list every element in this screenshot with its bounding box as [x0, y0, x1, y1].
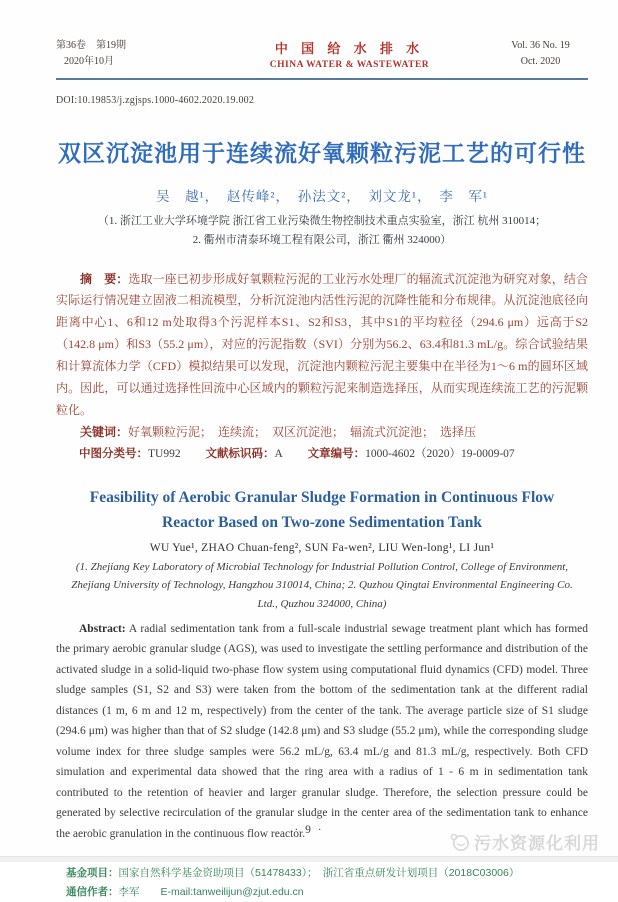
article-id-label: 文章编号：	[307, 448, 366, 461]
corresponding-label: 通信作者：	[66, 886, 119, 899]
watermark-text: 污水资源化利用	[474, 834, 600, 853]
abstract-text-en: A radial sedimentation tank from a full-scale industrial sewage treatment plant which has formed the primary aerobic granular sludge (AGS), was used to investigate the settling performance and distribution of the activated sludge in a solid-liquid two-phase flow system using computational fluid dynamics (CFD) model. Three sludge samples (S1, S2 and S3) were taken from the bottom of the sedimentation tank at the different radial distances (1 m, 6 m and 12 m, respectively) from the center of the tank. The average particle size of S1 sludge (294.6 μm) was higher than that of S2 sludge (142.8 μm) and S3 sludge (55.2 μm), while the corresponding sludge volume index for three sludge samples were 56.2 mL/g, 63.4 mL/g and 81.3 mL/g, respectively. Both CFD simulation and experimental data showed that the ring area with a radius of 1 - 6 m in sedimentation tank contributed to the retention of heavier and larger granular sludge. Therefore, the selection pressure could be generated by selective recirculation of the granular sludge in the center area of the sedimentation tank to enhance the aerobic granulation in the continuous flow reactor.	[56, 622, 588, 840]
affiliation-cn	[56, 212, 588, 251]
journal-name-cn: 中 国 给 水 排 水	[274, 41, 425, 56]
clc-label: 中图分类号：	[79, 448, 148, 461]
affiliation-en: (1. Zhejiang Key Laboratory of Microbial Technology for Industrial Pollution Control, College of Environment, Zhejiang University of Technology, Hangzhou 310014, China; 2. Quzhou Qingtai Environmental Engineering Co. Ltd., Quzhou 324000, China)	[71, 560, 573, 610]
journal-name-en: CHINA WATER & WASTEWATER	[269, 60, 430, 70]
article-title-en-line2: Reactor Based on Two-zone Sedimentation Tank	[162, 513, 482, 531]
volume-issue-en: Vol. 36 No. 19	[511, 40, 570, 51]
abstract-en	[56, 619, 588, 844]
page-number: · 9 ·	[294, 824, 324, 836]
article-id-segment	[308, 448, 515, 460]
abstract-label-cn: 摘 要：	[80, 271, 129, 286]
watermark	[449, 829, 600, 854]
clc-segment	[79, 448, 181, 460]
volume-issue-cn: 第36卷 第19期	[56, 40, 126, 51]
article-title-en-line1: Feasibility of Aerobic Granular Sludge Formation in Continuous Flow	[89, 488, 555, 506]
article-id-value: 1000-4602（2020）19-0009-07	[365, 448, 515, 461]
keywords-label: 关键词：	[80, 425, 129, 440]
abstract-label-en: Abstract:	[79, 622, 126, 635]
keywords-text: 好氧颗粒污泥； 连续流； 双区沉淀池； 辐流式沉淀池； 选择压	[128, 425, 477, 440]
doc-code-label: 文献标识码：	[205, 448, 275, 461]
abstract-text-cn: 选取一座已初步形成好氧颗粒污泥的工业污水处理厂的辐流式沉淀池为研究对象，结合实际运行情况建立固液二相流模型，分析沉淀池内活性污泥的沉降性能和分布规律。从沉淀池底径向距离中心1、6和12 m处取得3个污泥样本S1、S2和S3，其中S1的平均粒径（294.6 μm）远高于S2（142.8 μm）和S3（55.2 μm），对应的污泥指数（SVI）分别为56.2、63.4和81.3 mL/g。综合试验结果和计算流体力学（CFD）模拟结果可以发现，沉淀池内颗粒污泥主要集中在半径为1～6 m的圆环区域内。因此，可以通过选择性回流中心区域内的颗粒污泥来制造选择压，从而实现连续流工艺的污泥颗粒化。	[56, 271, 588, 418]
authors-cn: 吴 越¹， 赵传峰²， 孙法文²， 刘文龙¹， 李 军¹	[156, 189, 488, 204]
header-divider	[56, 78, 588, 80]
header-volume-en	[493, 38, 588, 69]
abstract-block-cn	[56, 269, 588, 466]
doc-code-segment	[205, 448, 282, 460]
footnote-block	[56, 864, 588, 902]
affiliation-cn-line1: （1. 浙江工业大学环境学院 浙江省工业污染微生物控制技术重点实验室，浙江 杭州 310014；	[97, 215, 547, 227]
date-cn: 2020年10月	[64, 55, 114, 67]
affiliation-cn-line2: 2. 衢州市清泰环境工程有限公司，浙江 衢州 324000）	[192, 234, 452, 247]
page-bottom-edge	[0, 856, 618, 862]
fund-line	[66, 864, 588, 883]
clc-value: TU992	[148, 448, 181, 461]
authors-en: WU Yue¹, ZHAO Chuan-feng², SUN Fa-wen², LIU Wen-long¹, LI Jun¹	[149, 541, 495, 554]
header-volume-cn	[56, 38, 206, 69]
journal-name-block	[206, 38, 493, 70]
classification-line	[56, 444, 588, 466]
abstract-cn	[56, 269, 588, 423]
doi-line: DOI:10.19853/j.zgjsps.1000-4602.2020.19.002	[56, 95, 255, 106]
article-title-en	[56, 486, 588, 536]
fund-label: 基金项目：	[66, 867, 119, 880]
watermark-logo-icon	[449, 832, 469, 852]
date-en: Oct. 2020	[520, 55, 561, 67]
keywords-line	[56, 422, 588, 444]
doc-code-value: A	[274, 448, 283, 461]
corresponding-text: 李军 E-mail:tanweilijun@zjut.edu.cn	[118, 886, 304, 899]
article-title-cn: 双区沉淀池用于连续流好氧颗粒污泥工艺的可行性	[58, 140, 586, 166]
fund-text: 国家自然科学基金资助项目（51478433）； 浙江省重点研发计划项目（2018C03006）	[118, 867, 520, 880]
journal-header	[56, 38, 588, 70]
corresponding-line	[66, 883, 588, 902]
